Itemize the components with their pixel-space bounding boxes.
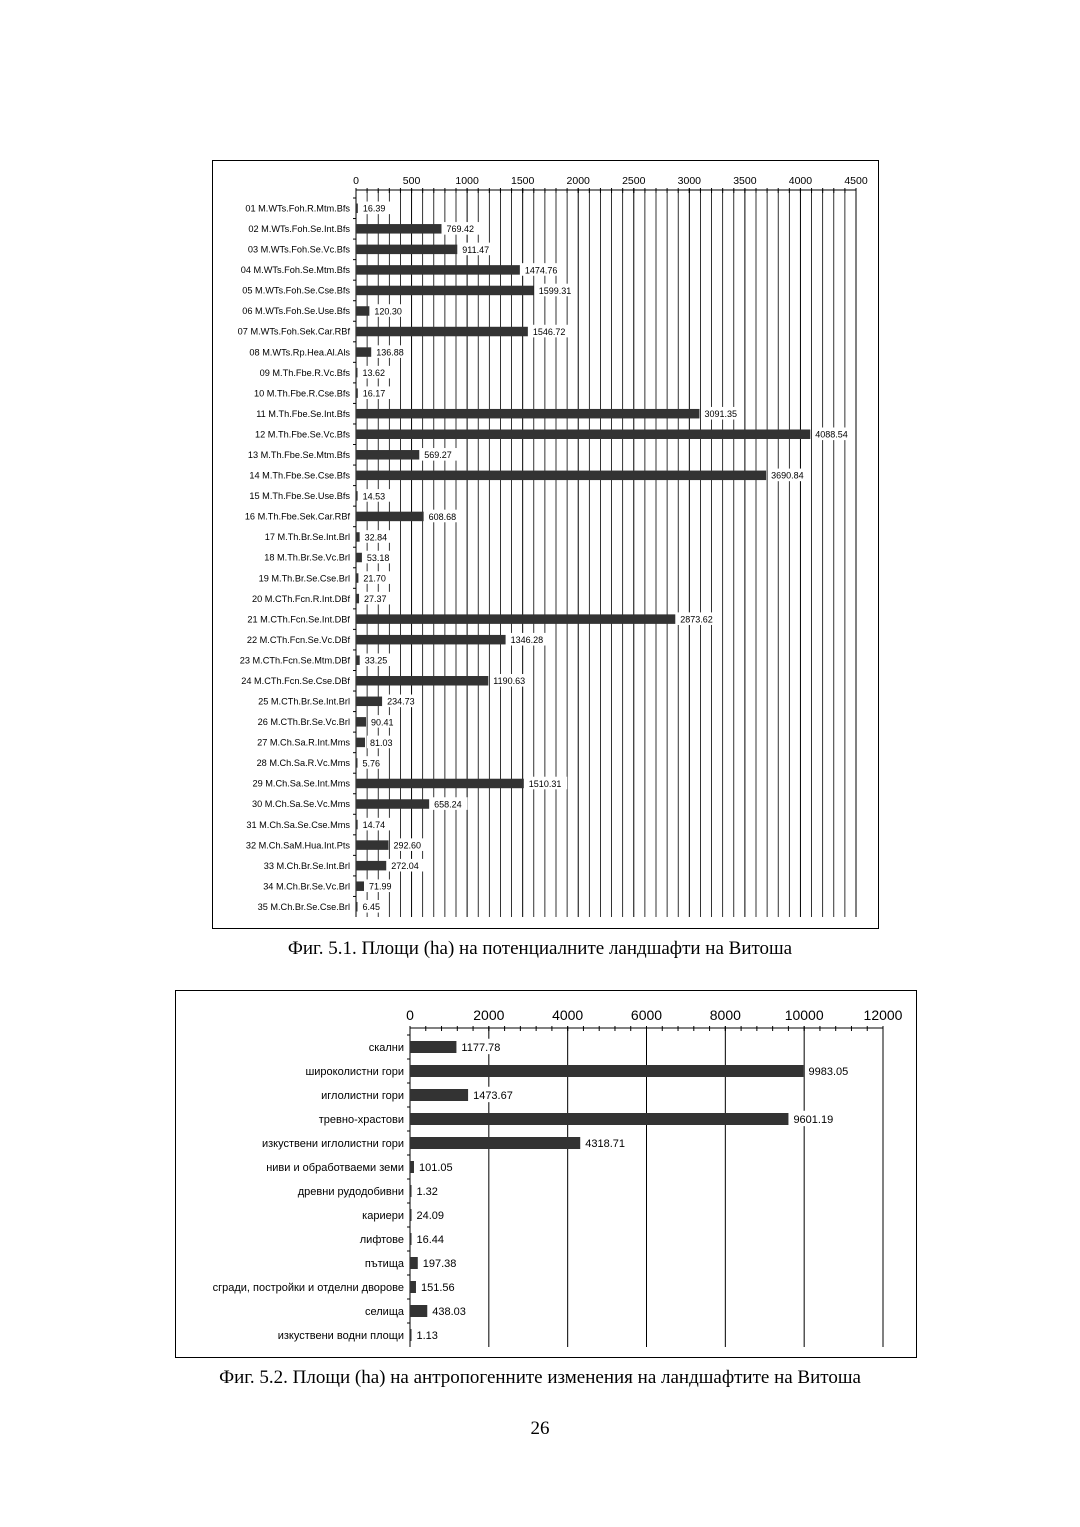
category-label: 05 M.WTs.Foh.Se.Cse.Bfs	[242, 285, 350, 296]
bar	[356, 635, 506, 645]
data-label: 769.42	[446, 224, 475, 235]
category-label: древни рудодобивни	[297, 1185, 404, 1198]
bar	[356, 820, 358, 830]
data-label: 120.30	[374, 306, 402, 317]
bar	[356, 717, 366, 727]
data-label: 53.18	[366, 552, 390, 563]
bar	[356, 347, 371, 357]
data-label: 1.13	[416, 1330, 438, 1343]
category-label: 11 M.Th.Fbe.Se.Int.Bfs	[256, 408, 350, 419]
bar	[356, 512, 424, 522]
bar	[356, 265, 520, 275]
category-label: 03 M.WTs.Foh.Se.Vc.Bfs	[247, 244, 350, 255]
data-label: 1510.31	[528, 778, 562, 789]
data-label: 90.41	[371, 717, 394, 728]
category-label: 35 M.Ch.Br.Se.Cse.Brl	[257, 901, 350, 912]
chart-1-frame	[212, 160, 879, 929]
x-tick-label: 10000	[784, 1007, 824, 1023]
data-label: 1.32	[416, 1186, 438, 1199]
category-label: лифтове	[359, 1233, 404, 1246]
x-tick-label: 1500	[510, 175, 535, 187]
data-label: 1474.76	[524, 265, 558, 276]
data-label: 21.70	[363, 573, 386, 584]
bar	[410, 1113, 788, 1125]
data-label: 9601.19	[793, 1114, 834, 1127]
bar	[356, 368, 358, 378]
bar	[356, 245, 457, 255]
data-label: 81.03	[370, 737, 393, 748]
data-label: 608.68	[428, 511, 457, 522]
bar	[356, 840, 389, 850]
category-label: кариери	[362, 1209, 404, 1222]
data-label: 9983.05	[808, 1066, 849, 1079]
data-label: 16.44	[416, 1234, 445, 1247]
bar	[356, 697, 382, 707]
category-label: изкуствени иглолистни гори	[261, 1137, 404, 1150]
x-tick-label: 3500	[733, 175, 757, 187]
category-label: 27 M.Ch.Sa.R.Int.Mms	[257, 737, 350, 748]
data-label: 272.04	[391, 861, 419, 872]
data-label: 101.05	[418, 1162, 453, 1175]
x-tick-label: 1000	[455, 175, 479, 187]
bar	[410, 1185, 412, 1197]
category-label: 23 M.CTh.Fcn.Se.Mtm.DBf	[239, 655, 350, 666]
data-label: 911.47	[462, 244, 490, 255]
bar	[356, 450, 419, 460]
data-label: 151.56	[420, 1282, 455, 1295]
x-tick-label: 0	[353, 175, 359, 187]
x-tick-label: 0	[406, 1007, 414, 1023]
chart-2-frame	[175, 990, 917, 1358]
data-label: 197.38	[422, 1258, 457, 1271]
bar	[356, 881, 364, 891]
bar	[356, 738, 365, 748]
category-label: тревно-храстови	[318, 1113, 404, 1126]
x-tick-label: 12000	[863, 1007, 903, 1023]
category-label: 15 M.Th.Fbe.Se.Use.Bfs	[249, 491, 350, 502]
data-label: 1346.28	[510, 635, 544, 646]
data-label: 32.84	[364, 532, 388, 543]
bar	[356, 471, 766, 481]
data-label: 1190.63	[493, 676, 526, 687]
data-label: 234.73	[387, 696, 415, 707]
bar	[410, 1281, 416, 1293]
category-label: 17 M.Th.Br.Se.Int.Brl	[264, 532, 350, 543]
category-label: 24 M.CTh.Fcn.Se.Cse.DBf	[241, 675, 350, 686]
bar	[410, 1089, 468, 1101]
bar	[356, 902, 358, 912]
bar	[410, 1257, 418, 1269]
category-label: 09 M.Th.Fbe.R.Vc.Bfs	[259, 367, 350, 378]
category-label: 21 M.CTh.Fcn.Se.Int.DBf	[247, 614, 350, 625]
x-tick-label: 3000	[677, 175, 702, 187]
bar	[410, 1329, 412, 1341]
bar	[356, 655, 360, 665]
x-tick-label: 4000	[788, 175, 813, 187]
bar	[356, 676, 488, 686]
category-label: селища	[365, 1305, 404, 1318]
x-tick-label: 8000	[709, 1007, 741, 1023]
x-tick-label: 6000	[630, 1007, 663, 1023]
data-label: 16.17	[362, 388, 386, 399]
bar	[356, 758, 358, 768]
chart-2-svg	[176, 991, 918, 1359]
data-label: 4088.54	[815, 429, 848, 440]
data-label: 3690.84	[771, 470, 804, 481]
category-label: 06 M.WTs.Foh.Se.Use.Bfs	[242, 306, 350, 317]
category-label: сгради, постройки и отделни дворове	[212, 1281, 404, 1294]
data-label: 292.60	[393, 840, 422, 851]
bar	[356, 306, 369, 316]
page-number: 26	[530, 1418, 550, 1439]
data-label: 1177.78	[461, 1042, 501, 1055]
category-label: 10 M.Th.Fbe.R.Cse.Bfs	[254, 388, 350, 399]
x-tick-label: 4500	[844, 175, 868, 187]
x-tick-label: 2500	[622, 175, 646, 187]
bar	[356, 614, 675, 624]
data-label: 33.25	[364, 655, 388, 666]
chart-2-caption: Фиг. 5.2. Площи (ha) на антропогенните изменения на ландшафтите на Витоша	[219, 1367, 861, 1388]
category-label: изкуствени водни площи	[277, 1329, 404, 1342]
bar	[356, 224, 441, 234]
data-label: 2873.62	[680, 614, 713, 625]
category-label: 01 M.WTs.Foh.R.Mtm.Bfs	[245, 203, 350, 214]
category-label: 34 M.Ch.Br.Se.Vc.Brl	[263, 881, 350, 892]
category-label: иглолистни гори	[321, 1089, 404, 1102]
data-label: 16.39	[362, 203, 386, 214]
category-label: 26 M.CTh.Br.Se.Vc.Brl	[257, 717, 350, 728]
bar	[356, 532, 360, 542]
bar	[356, 594, 359, 604]
category-label: широколистни гори	[305, 1065, 404, 1078]
category-label: 22 M.CTh.Fcn.Se.Vc.DBf	[246, 634, 350, 645]
bar	[356, 388, 358, 398]
category-label: 14 M.Th.Fbe.Se.Cse.Bfs	[249, 470, 350, 481]
category-label: 13 M.Th.Fbe.Se.Mtm.Bfs	[247, 450, 350, 461]
data-label: 27.37	[364, 594, 387, 605]
category-label: 18 M.Th.Br.Se.Vc.Brl	[264, 552, 350, 563]
bar	[356, 553, 362, 563]
category-label: 33 M.Ch.Br.Se.Int.Brl	[263, 860, 350, 871]
data-label: 14.53	[362, 491, 386, 502]
chart-1-caption: Фиг. 5.1. Площи (ha) на потенциалните ландшафти на Витоша	[287, 938, 793, 959]
bar	[410, 1065, 803, 1077]
bar	[410, 1305, 427, 1317]
bar	[356, 204, 358, 214]
category-label: 16 M.Th.Fbe.Sek.Car.RBf	[244, 511, 350, 522]
data-label: 5.76	[362, 758, 381, 769]
x-tick-label: 2000	[566, 175, 590, 187]
data-label: 6.45	[362, 902, 381, 913]
category-label: 32 M.Ch.SaM.Hua.Int.Pts	[245, 840, 350, 851]
chart-1-svg	[213, 161, 880, 930]
bar	[410, 1041, 456, 1053]
data-label: 1473.67	[473, 1090, 513, 1103]
category-label: ниви и обработваеми земи	[266, 1161, 404, 1174]
category-label: скални	[368, 1041, 404, 1054]
bar	[356, 327, 528, 337]
bar	[356, 573, 358, 583]
data-label: 438.03	[432, 1306, 466, 1319]
bar	[410, 1209, 412, 1221]
data-label: 14.74	[362, 819, 386, 830]
bar	[410, 1233, 412, 1245]
data-label: 3091.35	[704, 409, 738, 420]
data-label: 24.09	[416, 1210, 445, 1223]
category-label: 12 M.Th.Fbe.Se.Vc.Bfs	[255, 429, 350, 440]
bar	[356, 429, 810, 439]
category-label: 04 M.WTs.Foh.Se.Mtm.Bfs	[240, 265, 350, 276]
bar	[410, 1137, 580, 1149]
category-label: пътища	[364, 1257, 404, 1270]
bar	[410, 1161, 414, 1173]
x-tick-label: 2000	[473, 1007, 505, 1023]
bar	[356, 861, 386, 871]
x-tick-label: 4000	[552, 1007, 584, 1023]
category-label: 07 M.WTs.Foh.Sek.Car.RBf	[237, 326, 350, 337]
bar	[356, 286, 534, 296]
data-label: 13.62	[362, 368, 386, 379]
bar	[356, 799, 429, 809]
category-label: 30 M.Ch.Sa.Se.Vc.Mms	[251, 799, 350, 810]
bar	[356, 409, 699, 419]
data-label: 658.24	[434, 799, 462, 810]
category-label: 08 M.WTs.Rp.Hea.Al.Als	[249, 347, 350, 358]
data-label: 569.27	[424, 450, 452, 461]
data-label: 1546.72	[532, 326, 566, 337]
bar	[356, 491, 358, 501]
category-label: 31 M.Ch.Sa.Se.Cse.Mms	[246, 819, 350, 830]
data-label: 1599.31	[538, 285, 572, 296]
category-label: 28 M.Ch.Sa.R.Vc.Mms	[256, 758, 350, 769]
x-tick-label: 500	[402, 175, 421, 187]
category-label: 02 M.WTs.Foh.Se.Int.Bfs	[248, 224, 350, 235]
data-label: 136.88	[376, 347, 404, 358]
category-label: 25 M.CTh.Br.Se.Int.Brl	[258, 696, 350, 707]
data-label: 4318.71	[585, 1138, 625, 1151]
category-label: 29 M.Ch.Sa.Se.Int.Mms	[252, 778, 350, 789]
data-label: 71.99	[368, 881, 392, 892]
category-label: 20 M.CTh.Fcn.R.Int.DBf	[251, 593, 350, 604]
bar	[356, 779, 524, 789]
category-label: 19 M.Th.Br.Se.Cse.Brl	[258, 573, 350, 584]
